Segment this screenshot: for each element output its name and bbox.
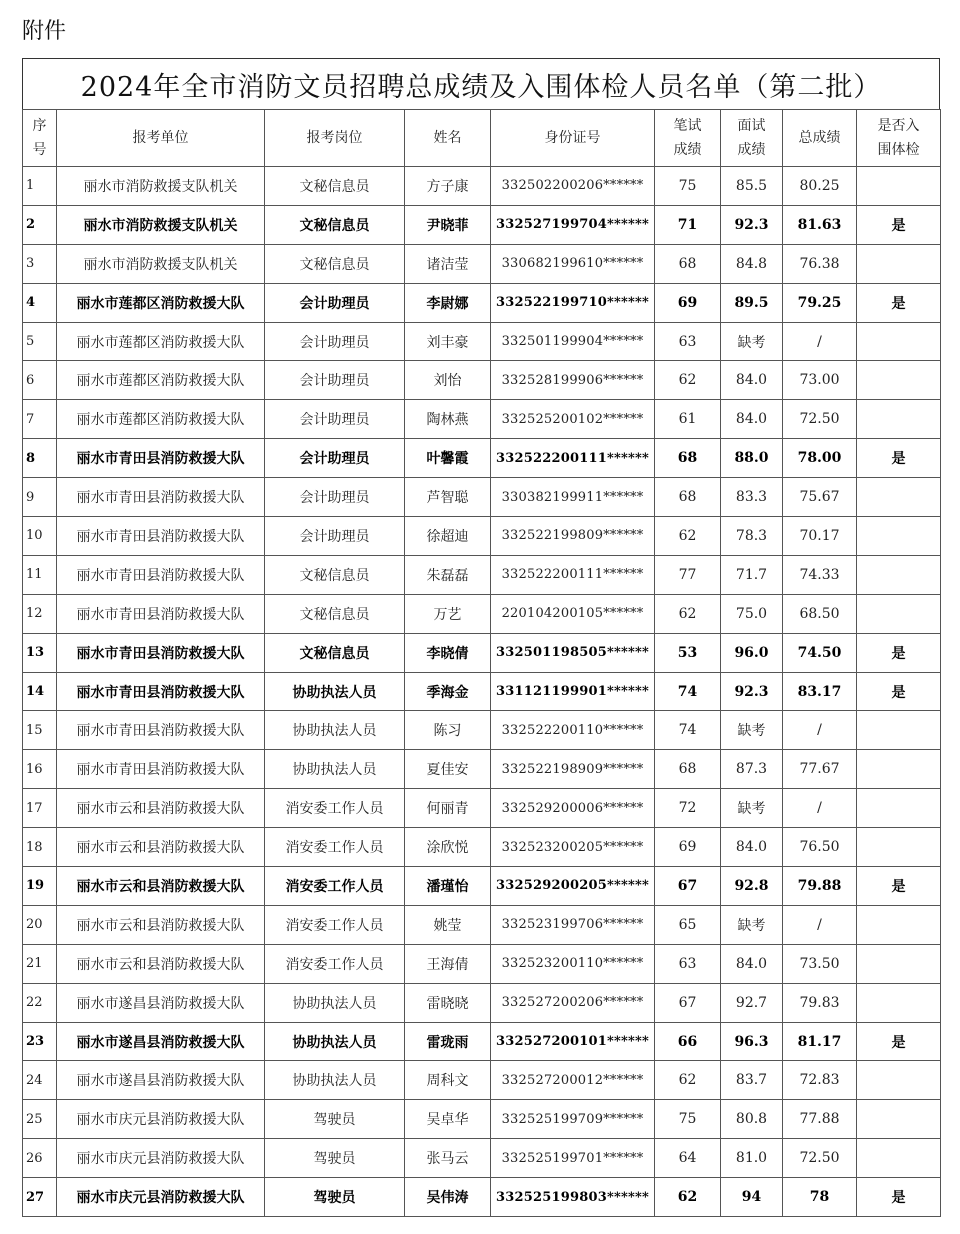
cell-pass: 是 [857,1178,941,1217]
cell-total: 72.50 [783,400,857,439]
col-header-interview: 面试成绩 [721,110,783,167]
cell-position: 协助执法人员 [265,1022,405,1061]
cell-written: 67 [655,983,721,1022]
cell-position: 驾驶员 [265,1178,405,1217]
cell-unit: 丽水市庆元县消防救援大队 [57,1178,265,1217]
table-row [23,944,941,983]
cell-pass [857,322,941,361]
cell-total: 81.63 [783,205,857,244]
cell-position: 消安委工作人员 [265,905,405,944]
cell-total: 76.50 [783,828,857,867]
cell-interview: 87.3 [721,750,783,789]
cell-pass: 是 [857,439,941,478]
cell-interview: 92.3 [721,205,783,244]
cell-written: 72 [655,789,721,828]
col-header-pass: 是否入围体检 [857,110,941,167]
cell-name: 叶馨霞 [405,439,491,478]
cell-position: 文秘信息员 [265,555,405,594]
attachment-label: 附件 [22,19,67,44]
cell-interview: 85.5 [721,167,783,206]
cell-pass [857,244,941,283]
cell-position: 消安委工作人员 [265,867,405,906]
table-row [23,1100,941,1139]
cell-written: 64 [655,1139,721,1178]
cell-written: 75 [655,1100,721,1139]
cell-id: 330382199911****** [491,478,655,517]
cell-pass [857,711,941,750]
cell-total: 75.67 [783,478,857,517]
cell-name: 周科文 [405,1061,491,1100]
cell-total: 74.33 [783,555,857,594]
cell-id: 332501199904****** [491,322,655,361]
cell-name: 尹晓菲 [405,205,491,244]
cell-unit: 丽水市青田县消防救援大队 [57,711,265,750]
cell-position: 驾驶员 [265,1139,405,1178]
cell-seq: 16 [23,750,57,789]
cell-interview: 缺考 [721,789,783,828]
cell-total: 81.17 [783,1022,857,1061]
cell-unit: 丽水市遂昌县消防救援大队 [57,983,265,1022]
cell-interview: 88.0 [721,439,783,478]
table-row [23,1061,941,1100]
cell-unit: 丽水市莲都区消防救援大队 [57,400,265,439]
cell-total: 70.17 [783,517,857,556]
cell-interview: 89.5 [721,283,783,322]
cell-interview: 78.3 [721,517,783,556]
cell-total: / [783,711,857,750]
cell-pass [857,905,941,944]
cell-seq: 25 [23,1100,57,1139]
cell-name: 季海金 [405,672,491,711]
table-row [23,905,941,944]
cell-written: 68 [655,244,721,283]
cell-interview: 84.0 [721,400,783,439]
cell-position: 协助执法人员 [265,672,405,711]
cell-total: 77.67 [783,750,857,789]
cell-pass: 是 [857,633,941,672]
cell-position: 会计助理员 [265,400,405,439]
cell-written: 68 [655,478,721,517]
cell-written: 67 [655,867,721,906]
cell-unit: 丽水市云和县消防救援大队 [57,944,265,983]
table-row [23,361,941,400]
cell-pass [857,1061,941,1100]
cell-interview: 92.7 [721,983,783,1022]
cell-name: 潘瑾怡 [405,867,491,906]
cell-seq: 20 [23,905,57,944]
cell-written: 62 [655,517,721,556]
cell-total: 79.83 [783,983,857,1022]
table-row [23,1178,941,1217]
cell-position: 文秘信息员 [265,205,405,244]
cell-pass [857,1139,941,1178]
cell-id: 332522198909****** [491,750,655,789]
cell-name: 陈习 [405,711,491,750]
cell-written: 63 [655,944,721,983]
cell-seq: 15 [23,711,57,750]
cell-written: 62 [655,1061,721,1100]
table-row [23,594,941,633]
cell-unit: 丽水市云和县消防救援大队 [57,789,265,828]
cell-seq: 24 [23,1061,57,1100]
cell-name: 夏佳安 [405,750,491,789]
cell-seq: 14 [23,672,57,711]
results-table [22,109,941,1217]
cell-seq: 6 [23,361,57,400]
cell-id: 332523200205****** [491,828,655,867]
cell-total: 72.50 [783,1139,857,1178]
cell-written: 62 [655,594,721,633]
cell-interview: 84.8 [721,244,783,283]
cell-seq: 23 [23,1022,57,1061]
cell-written: 65 [655,905,721,944]
cell-seq: 2 [23,205,57,244]
cell-written: 68 [655,439,721,478]
cell-unit: 丽水市遂昌县消防救援大队 [57,1061,265,1100]
cell-position: 会计助理员 [265,439,405,478]
cell-unit: 丽水市青田县消防救援大队 [57,439,265,478]
cell-seq: 27 [23,1178,57,1217]
cell-unit: 丽水市莲都区消防救援大队 [57,322,265,361]
cell-total: 78 [783,1178,857,1217]
cell-id: 332522200111****** [491,555,655,594]
cell-pass [857,555,941,594]
cell-interview: 83.3 [721,478,783,517]
cell-name: 诸洁莹 [405,244,491,283]
cell-seq: 12 [23,594,57,633]
cell-seq: 4 [23,283,57,322]
cell-seq: 5 [23,322,57,361]
cell-name: 姚莹 [405,905,491,944]
table-row [23,205,941,244]
cell-position: 文秘信息员 [265,244,405,283]
cell-interview: 96.3 [721,1022,783,1061]
cell-written: 66 [655,1022,721,1061]
cell-pass [857,1100,941,1139]
cell-seq: 26 [23,1139,57,1178]
col-header-name: 姓名 [405,110,491,167]
cell-pass [857,478,941,517]
cell-name: 何丽青 [405,789,491,828]
table-row [23,1022,941,1061]
cell-written: 71 [655,205,721,244]
cell-pass [857,361,941,400]
cell-seq: 22 [23,983,57,1022]
cell-written: 77 [655,555,721,594]
cell-id: 332525199709****** [491,1100,655,1139]
cell-name: 吴卓华 [405,1100,491,1139]
cell-name: 朱磊磊 [405,555,491,594]
cell-total: 73.00 [783,361,857,400]
cell-total: 76.38 [783,244,857,283]
cell-unit: 丽水市青田县消防救援大队 [57,750,265,789]
cell-name: 涂欣悦 [405,828,491,867]
cell-pass [857,983,941,1022]
cell-written: 69 [655,828,721,867]
table-row [23,672,941,711]
table-row [23,517,941,556]
cell-id: 332529200205****** [491,867,655,906]
cell-id: 220104200105****** [491,594,655,633]
cell-id: 332527199704****** [491,205,655,244]
cell-interview: 81.0 [721,1139,783,1178]
cell-name: 雷珑雨 [405,1022,491,1061]
cell-written: 74 [655,711,721,750]
cell-seq: 1 [23,167,57,206]
cell-name: 王海倩 [405,944,491,983]
cell-total: 79.88 [783,867,857,906]
table-row [23,478,941,517]
cell-total: / [783,322,857,361]
cell-interview: 84.0 [721,944,783,983]
cell-written: 74 [655,672,721,711]
cell-id: 332525200102****** [491,400,655,439]
cell-unit: 丽水市青田县消防救援大队 [57,478,265,517]
cell-seq: 21 [23,944,57,983]
table-row [23,555,941,594]
cell-unit: 丽水市云和县消防救援大队 [57,905,265,944]
cell-written: 63 [655,322,721,361]
table-row [23,789,941,828]
cell-id: 332527200012****** [491,1061,655,1100]
cell-name: 雷晓晓 [405,983,491,1022]
table-row [23,439,941,478]
cell-id: 332525199803****** [491,1178,655,1217]
cell-position: 消安委工作人员 [265,789,405,828]
cell-position: 协助执法人员 [265,983,405,1022]
cell-unit: 丽水市莲都区消防救援大队 [57,361,265,400]
cell-interview: 96.0 [721,633,783,672]
cell-position: 会计助理员 [265,322,405,361]
cell-position: 文秘信息员 [265,633,405,672]
cell-interview: 83.7 [721,1061,783,1100]
cell-interview: 94 [721,1178,783,1217]
cell-seq: 18 [23,828,57,867]
cell-pass [857,400,941,439]
cell-position: 会计助理员 [265,478,405,517]
table-row [23,322,941,361]
cell-interview: 缺考 [721,711,783,750]
cell-id: 332528199906****** [491,361,655,400]
cell-name: 张马云 [405,1139,491,1178]
cell-pass [857,167,941,206]
cell-pass: 是 [857,1022,941,1061]
cell-unit: 丽水市青田县消防救援大队 [57,517,265,556]
cell-total: 77.88 [783,1100,857,1139]
cell-seq: 19 [23,867,57,906]
cell-position: 文秘信息员 [265,594,405,633]
cell-unit: 丽水市青田县消防救援大队 [57,633,265,672]
cell-interview: 71.7 [721,555,783,594]
cell-pass [857,750,941,789]
col-header-position: 报考岗位 [265,110,405,167]
cell-id: 332522199809****** [491,517,655,556]
cell-position: 会计助理员 [265,361,405,400]
cell-pass: 是 [857,283,941,322]
cell-name: 芦智聪 [405,478,491,517]
cell-position: 文秘信息员 [265,167,405,206]
cell-name: 徐超迪 [405,517,491,556]
cell-unit: 丽水市消防救援支队机关 [57,205,265,244]
cell-seq: 17 [23,789,57,828]
cell-interview: 80.8 [721,1100,783,1139]
cell-written: 68 [655,750,721,789]
cell-pass [857,789,941,828]
cell-total: 78.00 [783,439,857,478]
table-header-row [23,110,941,167]
table-row [23,400,941,439]
table-row [23,633,941,672]
cell-position: 消安委工作人员 [265,944,405,983]
table-row [23,244,941,283]
cell-interview: 缺考 [721,905,783,944]
col-header-total: 总成绩 [783,110,857,167]
cell-id: 332527200101****** [491,1022,655,1061]
cell-id: 332501198505****** [491,633,655,672]
cell-total: 68.50 [783,594,857,633]
cell-id: 330682199610****** [491,244,655,283]
cell-seq: 3 [23,244,57,283]
cell-unit: 丽水市庆元县消防救援大队 [57,1100,265,1139]
cell-id: 332522200110****** [491,711,655,750]
table-row [23,1139,941,1178]
cell-position: 驾驶员 [265,1100,405,1139]
cell-id: 332522199710****** [491,283,655,322]
cell-unit: 丽水市青田县消防救援大队 [57,594,265,633]
cell-interview: 84.0 [721,361,783,400]
cell-total: 72.83 [783,1061,857,1100]
cell-position: 协助执法人员 [265,711,405,750]
col-header-written: 笔试成绩 [655,110,721,167]
results-sheet [22,58,940,1217]
cell-unit: 丽水市青田县消防救援大队 [57,555,265,594]
cell-written: 69 [655,283,721,322]
cell-id: 332523199706****** [491,905,655,944]
cell-name: 刘怡 [405,361,491,400]
cell-written: 62 [655,361,721,400]
table-row [23,828,941,867]
cell-total: / [783,905,857,944]
table-row [23,867,941,906]
cell-total: 80.25 [783,167,857,206]
cell-seq: 11 [23,555,57,594]
cell-name: 万艺 [405,594,491,633]
cell-unit: 丽水市云和县消防救援大队 [57,867,265,906]
cell-pass: 是 [857,672,941,711]
cell-interview: 缺考 [721,322,783,361]
cell-name: 方子康 [405,167,491,206]
cell-seq: 13 [23,633,57,672]
table-row [23,983,941,1022]
cell-interview: 75.0 [721,594,783,633]
cell-id: 332522200111****** [491,439,655,478]
cell-position: 协助执法人员 [265,750,405,789]
cell-interview: 92.8 [721,867,783,906]
cell-id: 332525199701****** [491,1139,655,1178]
cell-position: 协助执法人员 [265,1061,405,1100]
table-body [23,167,941,1217]
table-row [23,711,941,750]
cell-id: 332502200206****** [491,167,655,206]
cell-position: 会计助理员 [265,283,405,322]
cell-written: 75 [655,167,721,206]
cell-name: 刘丰豪 [405,322,491,361]
cell-pass [857,594,941,633]
cell-id: 332523200110****** [491,944,655,983]
cell-pass [857,944,941,983]
cell-unit: 丽水市青田县消防救援大队 [57,672,265,711]
cell-unit: 丽水市消防救援支队机关 [57,244,265,283]
cell-written: 61 [655,400,721,439]
cell-seq: 9 [23,478,57,517]
cell-total: 73.50 [783,944,857,983]
cell-pass: 是 [857,867,941,906]
cell-id: 332527200206****** [491,983,655,1022]
cell-name: 李晓倩 [405,633,491,672]
cell-pass: 是 [857,205,941,244]
cell-position: 会计助理员 [265,517,405,556]
cell-name: 李尉娜 [405,283,491,322]
cell-name: 吴伟涛 [405,1178,491,1217]
cell-total: 79.25 [783,283,857,322]
cell-unit: 丽水市莲都区消防救援大队 [57,283,265,322]
cell-total: 83.17 [783,672,857,711]
cell-unit: 丽水市庆元县消防救援大队 [57,1139,265,1178]
cell-written: 53 [655,633,721,672]
cell-seq: 10 [23,517,57,556]
col-header-id: 身份证号 [491,110,655,167]
cell-id: 331121199901****** [491,672,655,711]
cell-pass [857,517,941,556]
cell-unit: 丽水市遂昌县消防救援大队 [57,1022,265,1061]
document-title: 2024年全市消防文员招聘总成绩及入围体检人员名单（第二批） [22,58,940,109]
cell-unit: 丽水市消防救援支队机关 [57,167,265,206]
cell-seq: 7 [23,400,57,439]
col-header-seq: 序号 [23,110,57,167]
cell-id: 332529200006****** [491,789,655,828]
table-row [23,167,941,206]
cell-unit: 丽水市云和县消防救援大队 [57,828,265,867]
cell-interview: 84.0 [721,828,783,867]
cell-written: 62 [655,1178,721,1217]
cell-interview: 92.3 [721,672,783,711]
cell-total: 74.50 [783,633,857,672]
table-row [23,283,941,322]
cell-seq: 8 [23,439,57,478]
cell-position: 消安委工作人员 [265,828,405,867]
col-header-unit: 报考单位 [57,110,265,167]
table-row [23,750,941,789]
cell-pass [857,828,941,867]
cell-name: 陶林燕 [405,400,491,439]
cell-total: / [783,789,857,828]
